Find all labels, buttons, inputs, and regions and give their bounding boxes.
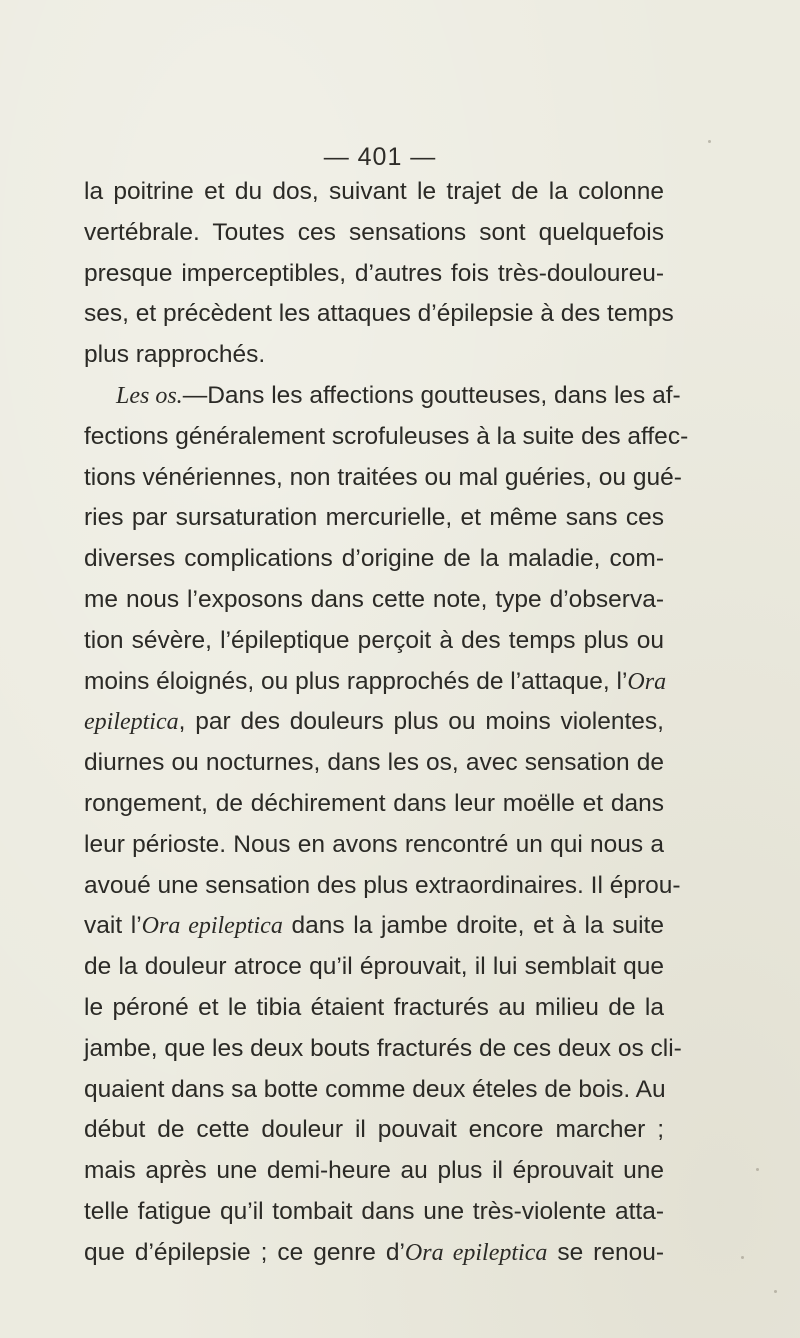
text-line xyxy=(84,743,664,784)
text-line xyxy=(84,1151,664,1192)
paper-speck xyxy=(774,1290,777,1293)
text-line xyxy=(84,621,664,662)
text-segment: tion sévère, l’épileptique perçoit à des temps plus ou xyxy=(84,626,664,654)
text-segment: tions vénériennes, non traitées ou mal guéries, ou gué- xyxy=(84,463,682,491)
text-segment: fections généralement scrofuleuses à la suite des affec- xyxy=(84,422,689,450)
text-line xyxy=(84,866,681,907)
text-segment: la poitrine et du dos, suivant le trajet de la colonne xyxy=(84,178,664,205)
body-text xyxy=(84,172,689,1274)
text-segment: se renou- xyxy=(547,1238,665,1266)
text-line xyxy=(84,1029,682,1070)
text-segment: que d’épilepsie ; ce genre d’ xyxy=(84,1238,405,1266)
text-line xyxy=(84,376,681,417)
text-segment: leur périoste. Nous en avons rencontré un qui nous a xyxy=(84,830,664,858)
text-line xyxy=(84,1192,664,1233)
text-line xyxy=(84,1233,664,1274)
text-line xyxy=(84,580,664,621)
page-number: — 401 — xyxy=(323,143,437,171)
text-line xyxy=(84,498,664,539)
italic-text: Les os. xyxy=(116,382,183,409)
text-segment: , par des douleurs plus ou moins violentes, xyxy=(178,708,664,736)
text-line xyxy=(84,947,664,988)
text-segment: mais après une demi-heure au plus il éprouvait une xyxy=(84,1157,664,1185)
text-segment: début de cette douleur il pouvait encore marcher ; xyxy=(84,1116,664,1144)
text-line xyxy=(84,662,667,703)
text-segment: —Dans les affections goutteuses, dans les af- xyxy=(182,381,681,409)
text-line xyxy=(84,172,664,213)
text-segment: avoué une sensation des plus extraordinaires. Il éprou- xyxy=(84,871,681,899)
text-segment: quaient dans sa botte comme deux ételes de bois. Au xyxy=(84,1075,666,1103)
paper-speck xyxy=(741,1256,744,1259)
text-segment: jambe, que les deux bouts fracturés de ces deux os cli- xyxy=(84,1034,682,1062)
text-segment: ries par sursaturation mercurielle, et même sans ces xyxy=(84,504,664,532)
text-segment: vertébrale. Toutes ces sensations sont quelquefois xyxy=(84,218,664,246)
text-line xyxy=(84,906,664,947)
italic-text: Ora xyxy=(627,668,667,695)
text-segment: moins éloignés, ou plus rapprochés de l’attaque, l’ xyxy=(84,667,628,695)
text-segment: le péroné et le tibia étaient fracturés au milieu de la xyxy=(84,993,664,1021)
text-line xyxy=(84,702,664,743)
text-segment: vait l’ xyxy=(84,912,142,940)
text-segment: diverses complications d’origine de la maladie, com- xyxy=(84,545,664,573)
text-line xyxy=(84,213,664,254)
text-segment: ses, et précèdent les attaques d’épilepsie à des temps xyxy=(84,300,674,328)
text-segment: dans la jambe droite, et à la suite xyxy=(282,912,664,940)
text-line xyxy=(84,1110,664,1151)
text-line xyxy=(84,458,682,499)
text-segment: telle fatigue qu’il tombait dans une très-violente atta- xyxy=(84,1197,664,1225)
text-line xyxy=(84,294,674,335)
italic-text: Ora epileptica xyxy=(141,913,283,940)
text-line xyxy=(84,335,664,376)
italic-text: Ora epileptica xyxy=(404,1239,548,1266)
text-line xyxy=(84,417,689,458)
paper-speck xyxy=(756,1168,759,1171)
text-line xyxy=(84,254,664,295)
text-segment: de la douleur atroce qu’il éprouvait, il lui semblait que xyxy=(84,953,664,981)
text-line xyxy=(84,1070,664,1111)
paper-speck xyxy=(708,140,711,143)
text-segment: rongement, de déchirement dans leur moëlle et dans xyxy=(84,789,664,817)
text-segment: plus rapprochés. xyxy=(84,341,266,369)
text-line xyxy=(84,825,664,866)
text-line xyxy=(84,539,664,580)
text-segment: me nous l’exposons dans cette note, type d’observa- xyxy=(84,585,664,613)
text-segment: presque imperceptibles, d’autres fois très-douloureu- xyxy=(84,259,664,287)
text-line xyxy=(84,988,664,1029)
text-line xyxy=(84,784,664,825)
italic-text: epileptica xyxy=(84,709,179,736)
text-segment: diurnes ou nocturnes, dans les os, avec sensation de xyxy=(84,749,664,777)
